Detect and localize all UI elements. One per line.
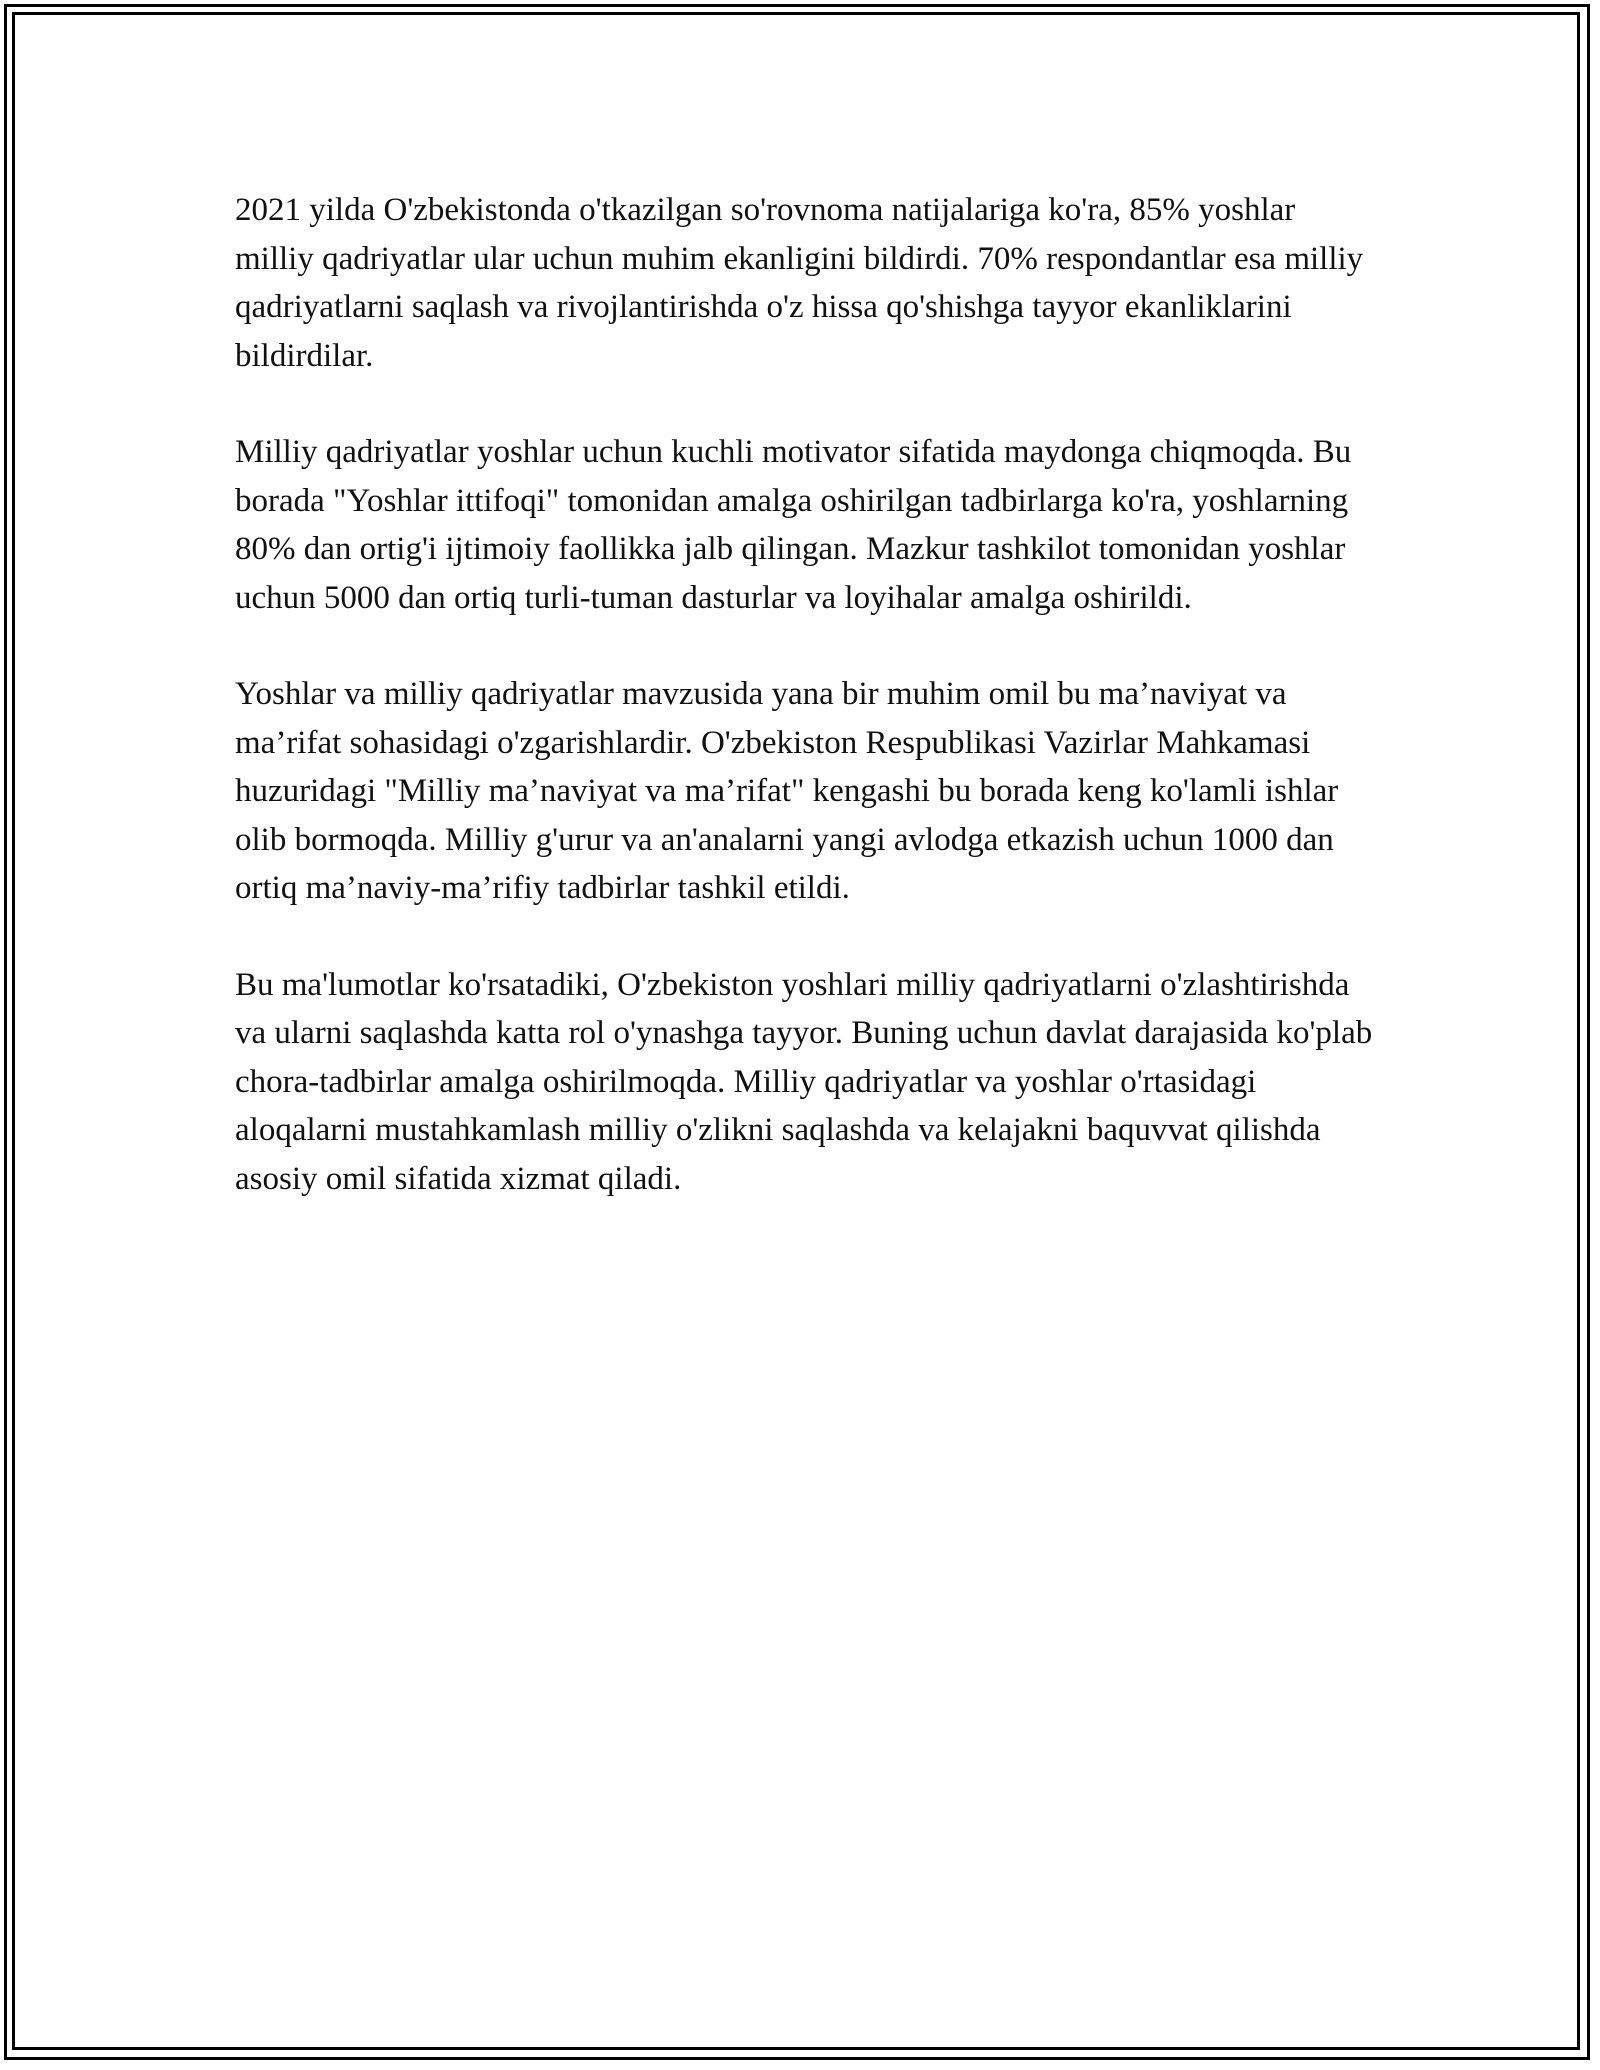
paragraph-conclusion: Bu ma'lumotlar ko'rsatadiki, O'zbekiston yoshlari milliy qadriyatlarni o'zlashtirishda va ularni saqlashda katta rol o'ynashga tayyor. Buning uchun davlat darajasida ko'plab chora-tadbirlar amalga oshirilmoqda. Milliy qadriyatlar va yoshlar o'rtasidagi aloqalarni mustahkamlash milliy o'zlikni saqlashda va kelajakni baquvvat qilishda asosiy omil sifatida xizmat qiladi. — [235, 966, 1373, 1197]
paragraph-youth-union: Milliy qadriyatlar yoshlar uchun kuchli motivator sifatida maydonga chiqmoqda. Bu borada "Yoshlar ittifoqi" tomonidan amalga oshirilgan tadbirlarga ko'ra, yoshlarning 80% dan ortig'i ijtimoiy faollikka jalb qilingan. Mazkur tashkilot tomonidan yoshlar uchun 5000 dan ortiq turli-tuman dasturlar va loyihalar amalga oshirildi. — [235, 434, 1352, 616]
paragraph-spirituality-council: Yoshlar va milliy qadriyatlar mavzusida yana bir muhim omil bu ma’naviyat va ma’rifat sohasidagi o'zgarishlardir. O'zbekiston Respublikasi Vazirlar Mahkamasi huzuridagi "Milliy ma’naviyat va ma’rifat" kengashi bu borada keng ko'lamli ishlar olib bormoqda. Milliy g'urur va an'analarni yangi avlodga etkazish uchun 1000 dan ortiq ma’naviy-ma’rifiy tadbirlar tashkil etildi. — [235, 676, 1339, 906]
paragraph-survey-results: 2021 yilda O'zbekistonda o'tkazilgan so'rovnoma natijalariga ko'ra, 85% yoshlar milliy qadriyatlar ular uchun muhim ekanligini bildirdi. 70% respondantlar esa milliy qadriyatlarni saqlash va rivojlantirishda o'z hissa qo'shishga tayyor ekanliklarini bildirdilar. — [235, 192, 1364, 374]
document-body — [235, 186, 1375, 1251]
